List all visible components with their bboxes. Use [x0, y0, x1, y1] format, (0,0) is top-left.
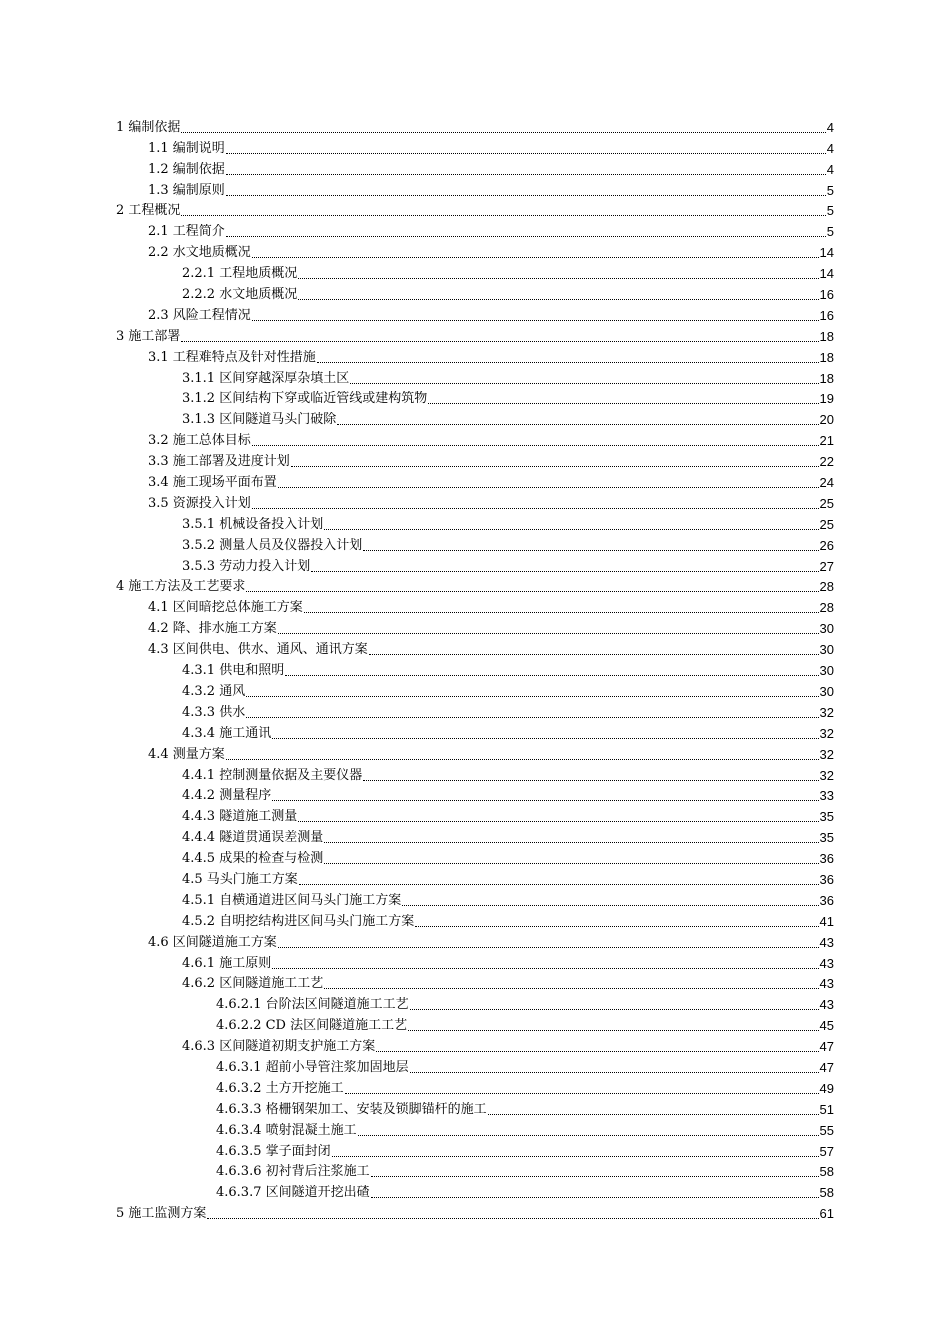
toc-page-number: 55	[819, 1122, 834, 1138]
toc-page-number: 21	[819, 433, 834, 449]
toc-entry-label: 4.6.2.1 台阶法区间隧道施工工艺	[216, 997, 409, 1013]
toc-entry[interactable]	[0, 1181, 834, 1202]
toc-entry[interactable]	[0, 450, 834, 471]
toc-entry[interactable]	[0, 471, 834, 492]
toc-dot-leader	[337, 424, 818, 425]
toc-entry[interactable]	[0, 220, 834, 241]
toc-entry[interactable]	[0, 200, 834, 221]
toc-entry-label-wrap	[116, 579, 820, 596]
toc-page-number: 41	[819, 913, 834, 929]
toc-page-number: 24	[819, 475, 834, 491]
toc-entry-label: 1.3 编制原则	[148, 182, 225, 198]
toc-page-number: 14	[819, 266, 834, 282]
toc-dot-leader	[317, 362, 819, 363]
toc-entry-label-wrap	[182, 788, 820, 805]
toc-dot-leader	[181, 341, 818, 342]
toc-dot-leader	[246, 717, 818, 718]
toc-entry-label-wrap	[116, 329, 820, 346]
toc-entry[interactable]	[0, 743, 834, 764]
toc-entry-label-wrap	[216, 1185, 820, 1202]
toc-entry-label-wrap	[182, 705, 820, 722]
toc-entry-label: 1.1 编制说明	[148, 140, 225, 156]
toc-page-number: 4	[826, 140, 834, 156]
toc-page-number: 5	[826, 224, 834, 240]
toc-page-number: 47	[819, 1059, 834, 1075]
toc-entry-label: 3.4 施工现场平面布置	[148, 475, 277, 491]
toc-page-number: 18	[819, 328, 834, 344]
toc-entry[interactable]	[0, 617, 834, 638]
toc-dot-leader	[207, 1218, 818, 1219]
toc-entry[interactable]	[0, 973, 834, 994]
toc-dot-leader	[350, 383, 818, 384]
toc-entry-label-wrap	[116, 120, 827, 137]
toc-entry[interactable]	[0, 701, 834, 722]
toc-entry[interactable]	[0, 826, 834, 847]
toc-entry-label: 3.1 工程难特点及针对性措施	[148, 349, 316, 365]
toc-entry[interactable]	[0, 1202, 834, 1223]
toc-dot-leader	[304, 612, 819, 613]
toc-entry-label-wrap	[116, 1206, 820, 1223]
toc-page-number: 4	[826, 119, 834, 135]
toc-dot-leader	[181, 132, 825, 133]
toc-entry-label-wrap	[148, 621, 820, 638]
toc-entry-label: 3.5 资源投入计划	[148, 495, 251, 511]
toc-dot-leader	[324, 529, 818, 530]
toc-entry[interactable]	[0, 889, 834, 910]
toc-page-number: 30	[819, 683, 834, 699]
toc-entry[interactable]	[0, 492, 834, 513]
toc-entry-label-wrap	[148, 350, 820, 367]
toc-dot-leader	[402, 905, 818, 906]
toc-entry-label: 2.1 工程简介	[148, 224, 225, 240]
toc-entry-label: 1.2 编制依据	[148, 161, 225, 177]
toc-dot-leader	[345, 1093, 819, 1094]
toc-page-number: 28	[819, 579, 834, 595]
toc-dot-leader	[252, 320, 819, 321]
toc-entry-label-wrap	[216, 1102, 820, 1119]
toc-page-number: 18	[819, 370, 834, 386]
toc-entry-label: 4.5.2 自明挖结构进区间马头门施工方案	[182, 913, 415, 929]
toc-entry[interactable]	[0, 910, 834, 931]
toc-entry[interactable]	[0, 555, 834, 576]
toc-entry-label: 4.6.3.4 喷射混凝土施工	[216, 1122, 357, 1138]
toc-entry-label: 4.1 区间暗挖总体施工方案	[148, 600, 303, 616]
toc-entry[interactable]	[0, 638, 834, 659]
toc-page-number: 45	[819, 1018, 834, 1034]
toc-page-number: 43	[819, 997, 834, 1013]
toc-page-number: 35	[819, 809, 834, 825]
toc-entry-label-wrap	[182, 914, 820, 931]
toc-page-number: 47	[819, 1039, 834, 1055]
toc-dot-leader	[415, 926, 818, 927]
toc-entry-label-wrap	[182, 266, 820, 283]
toc-dot-leader	[252, 257, 819, 258]
toc-page-number: 58	[819, 1164, 834, 1180]
toc-dot-leader	[278, 633, 819, 634]
toc-entry-label: 4.4.4 隧道贯通误差测量	[182, 830, 324, 846]
toc-dot-leader	[332, 1156, 819, 1157]
toc-entry-label: 3.5.3 劳动力投入计划	[182, 558, 311, 574]
toc-entry-label-wrap	[148, 308, 820, 325]
toc-dot-leader	[324, 988, 818, 989]
toc-entry-label: 4.6.3.5 掌子面封闭	[216, 1143, 331, 1159]
toc-entry-label: 4.3.1 供电和照明	[182, 663, 285, 679]
toc-entry[interactable]	[0, 304, 834, 325]
toc-page-number: 5	[826, 182, 834, 198]
toc-dot-leader	[252, 508, 819, 509]
toc-dot-leader	[226, 153, 826, 154]
toc-entry[interactable]	[0, 408, 834, 429]
toc-entry[interactable]	[0, 367, 834, 388]
toc-entry[interactable]	[0, 179, 834, 200]
toc-entry-label: 4.3 区间供电、供水、通风、通讯方案	[148, 642, 368, 658]
toc-page-number: 20	[819, 412, 834, 428]
toc-entry-label: 4.5.1 自横通道进区间马头门施工方案	[182, 892, 402, 908]
toc-entry[interactable]	[0, 1077, 834, 1098]
toc-entry-label: 4.3.3 供水	[182, 704, 246, 720]
toc-page-number: 43	[819, 934, 834, 950]
toc-entry-label: 4.4 测量方案	[148, 746, 225, 762]
toc-page-number: 43	[819, 976, 834, 992]
toc-entry[interactable]	[0, 262, 834, 283]
toc-page-number: 30	[819, 621, 834, 637]
toc-entry[interactable]	[0, 764, 834, 785]
toc-entry-label-wrap	[148, 224, 827, 241]
toc-page-number: 25	[819, 495, 834, 511]
toc-entry-label: 4.6.3.2 土方开挖施工	[216, 1080, 344, 1096]
toc-entry-label-wrap	[182, 371, 820, 388]
toc-page-number: 26	[819, 537, 834, 553]
toc-entry[interactable]	[0, 346, 834, 367]
toc-entry-label-wrap	[148, 433, 820, 450]
toc-page-number: 22	[819, 454, 834, 470]
toc-entry[interactable]	[0, 137, 834, 158]
toc-dot-leader	[226, 195, 826, 196]
toc-entry-label: 4.6.3 区间隧道初期支护施工方案	[182, 1039, 376, 1055]
toc-entry-label-wrap	[182, 391, 820, 408]
toc-entry[interactable]	[0, 116, 834, 137]
toc-entry[interactable]	[0, 576, 834, 597]
toc-entry[interactable]	[0, 847, 834, 868]
toc-entry-label-wrap	[148, 454, 820, 471]
toc-dot-leader	[298, 299, 818, 300]
toc-entry-label-wrap	[182, 287, 820, 304]
toc-entry[interactable]	[0, 1098, 834, 1119]
toc-dot-leader	[272, 800, 818, 801]
toc-page-number: 32	[819, 767, 834, 783]
toc-entry[interactable]	[0, 1140, 834, 1161]
toc-entry[interactable]	[0, 722, 834, 743]
toc-entry[interactable]	[0, 805, 834, 826]
toc-page-number: 14	[819, 245, 834, 261]
toc-entry-label: 4.5 马头门施工方案	[182, 871, 298, 887]
toc-dot-leader	[371, 1176, 819, 1177]
toc-entry-label-wrap	[116, 203, 827, 220]
toc-entry-label-wrap	[216, 1123, 820, 1140]
toc-entry-label-wrap	[216, 1144, 820, 1161]
toc-entry-label-wrap	[148, 935, 820, 952]
toc-entry-label: 4.2 降、排水施工方案	[148, 621, 277, 637]
toc-entry[interactable]	[0, 241, 834, 262]
toc-entry[interactable]	[0, 785, 834, 806]
toc-entry-label-wrap	[182, 830, 820, 847]
toc-entry-label-wrap	[182, 517, 820, 534]
toc-entry-label-wrap	[216, 1164, 820, 1181]
toc-entry[interactable]	[0, 952, 834, 973]
toc-entry-label-wrap	[182, 956, 820, 973]
toc-page-number: 58	[819, 1185, 834, 1201]
toc-dot-leader	[488, 1114, 819, 1115]
toc-dot-leader	[299, 884, 819, 885]
toc-entry-label-wrap	[216, 1060, 820, 1077]
toc-dot-leader	[358, 1135, 819, 1136]
toc-entry-label: 3.1.3 区间隧道马头门破除	[182, 412, 337, 428]
toc-dot-leader	[371, 1197, 819, 1198]
toc-entry-label-wrap	[182, 976, 820, 993]
table-of-contents	[0, 116, 950, 1223]
toc-entry-label: 4.6.2 区间隧道施工工艺	[182, 976, 324, 992]
toc-entry[interactable]	[0, 680, 834, 701]
toc-entry-label: 4.6.3.1 超前小导管注浆加固地层	[216, 1059, 409, 1075]
toc-page-number: 16	[819, 307, 834, 323]
toc-dot-leader	[369, 654, 819, 655]
toc-dot-leader	[226, 759, 819, 760]
toc-entry-label-wrap	[182, 726, 820, 743]
toc-dot-leader	[410, 1072, 819, 1073]
toc-dot-leader	[298, 278, 818, 279]
toc-page-number: 61	[819, 1206, 834, 1222]
toc-dot-leader	[324, 842, 818, 843]
toc-dot-leader	[363, 550, 818, 551]
toc-entry-label: 4.6.3.3 格栅钢架加工、安装及锁脚锚杆的施工	[216, 1101, 487, 1117]
toc-entry-label: 4.4.1 控制测量依据及主要仪器	[182, 767, 363, 783]
toc-entry[interactable]	[0, 1119, 834, 1140]
toc-entry-label-wrap	[148, 496, 820, 513]
toc-entry-label: 4 施工方法及工艺要求	[116, 579, 246, 595]
toc-entry[interactable]	[0, 993, 834, 1014]
toc-entry-label: 2 工程概况	[116, 203, 181, 219]
toc-dot-leader	[246, 696, 818, 697]
toc-page-number: 33	[819, 788, 834, 804]
toc-entry-label-wrap	[182, 893, 820, 910]
toc-dot-leader	[226, 236, 826, 237]
toc-page-number: 36	[819, 871, 834, 887]
toc-page-number: 30	[819, 663, 834, 679]
toc-entry-label: 4.4.3 隧道施工测量	[182, 809, 298, 825]
toc-entry-label: 3.3 施工部署及进度计划	[148, 454, 290, 470]
toc-page-number: 43	[819, 955, 834, 971]
toc-dot-leader	[278, 947, 819, 948]
toc-entry-label-wrap	[182, 872, 820, 889]
toc-entry-label: 3.1.2 区间结构下穿或临近管线或建构筑物	[182, 391, 428, 407]
toc-entry[interactable]	[0, 596, 834, 617]
toc-entry-label-wrap	[182, 412, 820, 429]
toc-dot-leader	[246, 591, 818, 592]
toc-dot-leader	[226, 174, 826, 175]
toc-page-number: 25	[819, 516, 834, 532]
toc-page-number: 30	[819, 642, 834, 658]
toc-entry-label-wrap	[182, 851, 820, 868]
toc-entry[interactable]	[0, 1035, 834, 1056]
toc-entry[interactable]	[0, 429, 834, 450]
toc-page-number: 51	[819, 1101, 834, 1117]
toc-dot-leader	[291, 466, 819, 467]
toc-entry-label: 2.3 风险工程情况	[148, 307, 251, 323]
toc-page-number: 32	[819, 725, 834, 741]
toc-entry[interactable]	[0, 325, 834, 346]
toc-entry-label-wrap	[148, 162, 827, 179]
toc-dot-leader	[272, 968, 818, 969]
toc-entry[interactable]	[0, 513, 834, 534]
toc-entry-label-wrap	[148, 747, 820, 764]
toc-dot-leader	[278, 487, 819, 488]
toc-page-number: 35	[819, 830, 834, 846]
toc-entry-label-wrap	[148, 141, 827, 158]
toc-entry-label: 4.3.4 施工通讯	[182, 725, 272, 741]
toc-entry-label: 4.6.2.2 CD 法区间隧道施工工艺	[216, 1018, 408, 1034]
toc-dot-leader	[408, 1030, 818, 1031]
toc-entry-label-wrap	[182, 559, 820, 576]
toc-page-number: 57	[819, 1143, 834, 1159]
toc-entry[interactable]	[0, 388, 834, 409]
toc-entry-label: 2.2.2 水文地质概况	[182, 287, 298, 303]
toc-entry[interactable]	[0, 1014, 834, 1035]
toc-page-number: 36	[819, 851, 834, 867]
toc-entry[interactable]	[0, 1056, 834, 1077]
toc-entry-label-wrap	[148, 642, 820, 659]
toc-entry-label: 1 编制依据	[116, 119, 181, 135]
toc-page-number: 32	[819, 704, 834, 720]
toc-entry-label-wrap	[148, 600, 820, 617]
toc-entry-label: 4.6.1 施工原则	[182, 955, 272, 971]
toc-entry-label: 4.3.2 通风	[182, 683, 246, 699]
toc-page-number: 49	[819, 1080, 834, 1096]
toc-entry-label-wrap	[216, 997, 820, 1014]
toc-entry-label: 2.2.1 工程地质概况	[182, 266, 298, 282]
toc-entry-label-wrap	[182, 809, 820, 826]
toc-entry-label-wrap	[216, 1081, 820, 1098]
toc-entry[interactable]	[0, 534, 834, 555]
toc-page-number: 18	[819, 349, 834, 365]
toc-entry-label: 4.6.3.6 初衬背后注浆施工	[216, 1164, 370, 1180]
toc-page-number: 28	[819, 600, 834, 616]
toc-dot-leader	[181, 215, 825, 216]
toc-entry-label-wrap	[182, 684, 820, 701]
toc-page-number: 16	[819, 287, 834, 303]
toc-dot-leader	[376, 1051, 818, 1052]
toc-dot-leader	[363, 780, 818, 781]
toc-dot-leader	[311, 571, 818, 572]
toc-entry-label-wrap	[148, 245, 820, 262]
toc-entry-label: 3.5.1 机械设备投入计划	[182, 516, 324, 532]
toc-page-number: 27	[819, 558, 834, 574]
toc-dot-leader	[252, 445, 819, 446]
toc-entry-label: 4.6.3.7 区间隧道开挖出碴	[216, 1185, 370, 1201]
toc-entry-label: 3 施工部署	[116, 328, 181, 344]
toc-entry[interactable]	[0, 158, 834, 179]
toc-entry-label: 5 施工监测方案	[116, 1206, 207, 1222]
toc-entry-label: 3.5.2 测量人员及仪器投入计划	[182, 537, 363, 553]
toc-entry-label-wrap	[148, 183, 827, 200]
toc-entry-label-wrap	[148, 475, 820, 492]
toc-entry[interactable]	[0, 868, 834, 889]
toc-dot-leader	[428, 403, 818, 404]
toc-entry-label: 2.2 水文地质概况	[148, 245, 251, 261]
toc-page-number: 19	[819, 391, 834, 407]
toc-page-number: 5	[826, 203, 834, 219]
toc-dot-leader	[410, 1009, 819, 1010]
toc-dot-leader	[272, 738, 818, 739]
toc-dot-leader	[298, 821, 818, 822]
toc-entry[interactable]	[0, 659, 834, 680]
toc-page-number: 4	[826, 161, 834, 177]
toc-entry[interactable]	[0, 283, 834, 304]
toc-entry-label: 4.6 区间隧道施工方案	[148, 934, 277, 950]
toc-dot-leader	[285, 675, 818, 676]
toc-page-number: 36	[819, 892, 834, 908]
toc-page-number: 32	[819, 746, 834, 762]
toc-entry-label-wrap	[182, 1039, 820, 1056]
toc-entry-label-wrap	[182, 663, 820, 680]
toc-entry-label-wrap	[182, 768, 820, 785]
toc-entry-label: 3.2 施工总体目标	[148, 433, 251, 449]
toc-entry-label: 3.1.1 区间穿越深厚杂填土区	[182, 370, 350, 386]
toc-entry[interactable]	[0, 1161, 834, 1182]
toc-entry-label: 4.4.5 成果的检查与检测	[182, 851, 324, 867]
toc-entry-label: 4.4.2 测量程序	[182, 788, 272, 804]
toc-dot-leader	[324, 863, 818, 864]
toc-entry-label-wrap	[182, 538, 820, 555]
toc-entry[interactable]	[0, 931, 834, 952]
toc-entry-label-wrap	[216, 1018, 820, 1035]
